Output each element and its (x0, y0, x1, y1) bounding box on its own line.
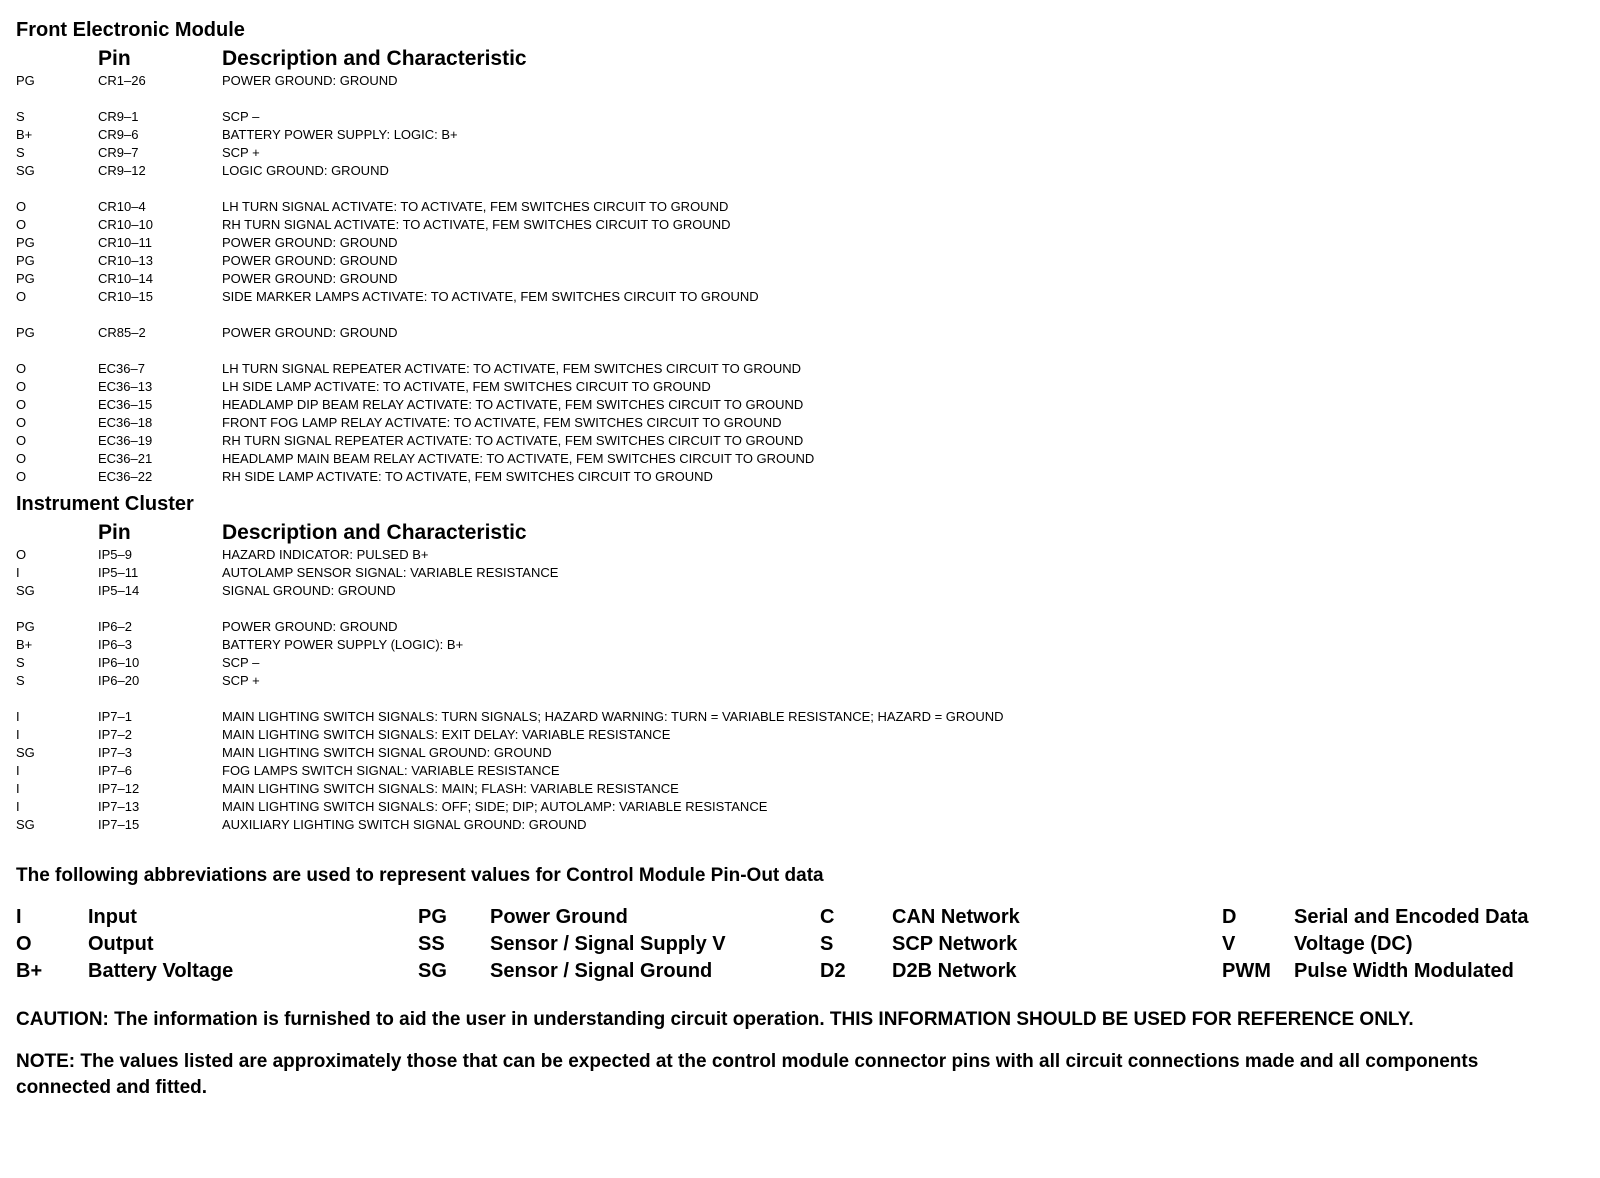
pin-row (16, 450, 1586, 468)
pin-type: PG (16, 235, 35, 250)
pin-type: I (16, 565, 20, 580)
pin-row (16, 780, 1586, 798)
group-spacer (16, 342, 1586, 360)
pin-id: IP7–13 (98, 799, 140, 814)
description-column-header: Description and Characteristic (222, 47, 527, 70)
abbreviation-code: C (820, 906, 835, 928)
pin-column-header: Pin (98, 47, 131, 70)
abbreviation-meaning: CAN Network (892, 906, 1020, 928)
pin-description: POWER GROUND: GROUND (222, 73, 398, 88)
pin-description: MAIN LIGHTING SWITCH SIGNALS: TURN SIGNALS; HAZARD WARNING: TURN = VARIABLE RESISTANCE; HAZARD = GROUND (222, 709, 1004, 724)
pin-type: PG (16, 619, 35, 634)
pin-row (16, 108, 1586, 126)
pin-description: LH SIDE LAMP ACTIVATE: TO ACTIVATE, FEM SWITCHES CIRCUIT TO GROUND (222, 379, 711, 394)
pin-type: S (16, 109, 25, 124)
abbreviation-meaning: Power Ground (490, 906, 628, 928)
abbreviation-code: D2 (820, 960, 846, 982)
column-header (16, 46, 1586, 72)
pin-type: O (16, 433, 27, 448)
pin-type: SG (16, 745, 35, 760)
pin-id: IP7–3 (98, 745, 132, 760)
abbreviation-meaning: Input (88, 906, 137, 928)
section-title: Instrument Cluster (16, 493, 194, 515)
pinout-document (16, 18, 1586, 1101)
abbreviation-meaning: Sensor / Signal Ground (490, 960, 713, 982)
column-header (16, 520, 1586, 546)
abbreviation-meaning: Sensor / Signal Supply V (490, 933, 726, 955)
pin-id: IP6–2 (98, 619, 132, 634)
abbreviation-code: SS (418, 933, 445, 955)
pin-id: EC36–13 (98, 379, 153, 394)
pin-row (16, 636, 1586, 654)
pin-type: PG (16, 73, 35, 88)
pin-type: SG (16, 163, 35, 178)
group-spacer (16, 306, 1586, 324)
pin-row (16, 144, 1586, 162)
pin-type: I (16, 781, 20, 796)
pin-id: CR85–2 (98, 325, 146, 340)
pin-type: PG (16, 325, 35, 340)
pin-row (16, 654, 1586, 672)
abbreviation-code: O (16, 933, 32, 955)
abbreviation-code: B+ (16, 960, 43, 982)
pin-row (16, 468, 1586, 486)
pin-description: LH TURN SIGNAL ACTIVATE: TO ACTIVATE, FEM SWITCHES CIRCUIT TO GROUND (222, 199, 729, 214)
section-title: Front Electronic Module (16, 19, 245, 41)
pin-column-header: Pin (98, 521, 131, 544)
pin-description: LOGIC GROUND: GROUND (222, 163, 389, 178)
pin-type: SG (16, 583, 35, 598)
pinout-sections (16, 18, 1586, 834)
pin-row (16, 414, 1586, 432)
pin-row (16, 618, 1586, 636)
pin-description: RH TURN SIGNAL ACTIVATE: TO ACTIVATE, FEM SWITCHES CIRCUIT TO GROUND (222, 217, 731, 232)
pin-row (16, 234, 1586, 252)
pin-id: EC36–19 (98, 433, 153, 448)
pin-description: POWER GROUND: GROUND (222, 619, 398, 634)
pin-id: CR1–26 (98, 73, 146, 88)
pin-type: O (16, 217, 27, 232)
pin-row (16, 726, 1586, 744)
pin-id: CR10–10 (98, 217, 153, 232)
pin-id: CR10–14 (98, 271, 153, 286)
pin-type: O (16, 361, 27, 376)
pin-description: MAIN LIGHTING SWITCH SIGNAL GROUND: GROUND (222, 745, 552, 760)
pin-id: CR10–11 (98, 235, 152, 250)
pin-id: IP7–1 (98, 709, 132, 724)
pin-id: EC36–18 (98, 415, 153, 430)
pin-type: O (16, 379, 27, 394)
pin-description: HEADLAMP DIP BEAM RELAY ACTIVATE: TO ACTIVATE, FEM SWITCHES CIRCUIT TO GROUND (222, 397, 804, 412)
pin-row (16, 762, 1586, 780)
pin-description: SIDE MARKER LAMPS ACTIVATE: TO ACTIVATE, FEM SWITCHES CIRCUIT TO GROUND (222, 289, 759, 304)
pin-description: SCP – (222, 109, 260, 124)
pin-description: SCP + (222, 145, 260, 160)
abbreviation-meaning: SCP Network (892, 933, 1018, 955)
pin-row (16, 708, 1586, 726)
pin-description: SCP – (222, 655, 260, 670)
pin-row (16, 216, 1586, 234)
pin-id: IP6–10 (98, 655, 140, 670)
pin-id: CR9–1 (98, 109, 139, 124)
note-text: NOTE: The values listed are approximately those that can be expected at the control module connector pins with all circuit connections made and all components connected and fitted. (16, 1051, 1479, 1098)
pin-type: O (16, 199, 27, 214)
description-column-header: Description and Characteristic (222, 521, 527, 544)
pin-type: I (16, 799, 20, 814)
pin-description: RH SIDE LAMP ACTIVATE: TO ACTIVATE, FEM SWITCHES CIRCUIT TO GROUND (222, 469, 713, 484)
type-column-header (16, 520, 98, 546)
pin-description: HEADLAMP MAIN BEAM RELAY ACTIVATE: TO ACTIVATE, FEM SWITCHES CIRCUIT TO GROUND (222, 451, 815, 466)
pin-row (16, 798, 1586, 816)
abbreviation-meaning: Pulse Width Modulated (1294, 960, 1514, 982)
pin-type: S (16, 673, 25, 688)
pin-type: SG (16, 817, 35, 832)
type-column-header (16, 46, 98, 72)
abbreviation-meaning: D2B Network (892, 960, 1017, 982)
abbreviation-code: I (16, 906, 22, 928)
pin-description: SIGNAL GROUND: GROUND (222, 583, 396, 598)
pin-row (16, 252, 1586, 270)
pin-description: POWER GROUND: GROUND (222, 235, 398, 250)
pin-description: AUTOLAMP SENSOR SIGNAL: VARIABLE RESISTANCE (222, 565, 559, 580)
pin-row (16, 324, 1586, 342)
pin-row (16, 270, 1586, 288)
pin-id: CR10–15 (98, 289, 153, 304)
pin-description: LH TURN SIGNAL REPEATER ACTIVATE: TO ACTIVATE, FEM SWITCHES CIRCUIT TO GROUND (222, 361, 802, 376)
group-spacer (16, 180, 1586, 198)
pin-description: POWER GROUND: GROUND (222, 253, 398, 268)
pin-description: MAIN LIGHTING SWITCH SIGNALS: EXIT DELAY: VARIABLE RESISTANCE (222, 727, 671, 742)
pin-id: EC36–7 (98, 361, 145, 376)
pin-row (16, 126, 1586, 144)
pin-row (16, 198, 1586, 216)
pin-type: O (16, 289, 27, 304)
pin-row (16, 564, 1586, 582)
pin-id: CR9–6 (98, 127, 139, 142)
pin-id: IP5–14 (98, 583, 140, 598)
pin-type: O (16, 397, 27, 412)
pin-id: CR10–13 (98, 253, 153, 268)
pin-id: IP7–6 (98, 763, 132, 778)
pin-row (16, 360, 1586, 378)
abbreviation-meaning: Serial and Encoded Data (1294, 906, 1529, 928)
pin-type: PG (16, 253, 35, 268)
pin-rows (16, 72, 1586, 486)
pin-id: IP6–20 (98, 673, 140, 688)
pin-row (16, 396, 1586, 414)
pin-id: IP7–2 (98, 727, 132, 742)
group-spacer (16, 90, 1586, 108)
pinout-section (16, 18, 1586, 486)
pin-id: EC36–21 (98, 451, 153, 466)
pin-description: POWER GROUND: GROUND (222, 271, 398, 286)
pinout-section (16, 492, 1586, 834)
pin-description: FRONT FOG LAMP RELAY ACTIVATE: TO ACTIVATE, FEM SWITCHES CIRCUIT TO GROUND (222, 415, 782, 430)
abbreviation-code: D (1222, 906, 1237, 928)
pin-type: S (16, 145, 25, 160)
pin-id: EC36–15 (98, 397, 153, 412)
pin-type: PG (16, 271, 35, 286)
pin-row (16, 582, 1586, 600)
pin-description: FOG LAMPS SWITCH SIGNAL: VARIABLE RESISTANCE (222, 763, 560, 778)
abbreviation-meaning: Output (88, 933, 154, 955)
abbreviation-code: SG (418, 960, 447, 982)
abbreviation-code: V (1222, 933, 1236, 955)
pin-id: IP7–15 (98, 817, 140, 832)
pin-description: BATTERY POWER SUPPLY (LOGIC): B+ (222, 637, 464, 652)
group-spacer (16, 690, 1586, 708)
pin-id: EC36–22 (98, 469, 153, 484)
pin-type: S (16, 655, 25, 670)
abbreviations-title: The following abbreviations are used to represent values for Control Module Pin-Out data (16, 865, 824, 886)
abbreviation-meaning: Voltage (DC) (1294, 933, 1413, 955)
pin-description: SCP + (222, 673, 260, 688)
pin-row (16, 816, 1586, 834)
pin-description: AUXILIARY LIGHTING SWITCH SIGNAL GROUND: GROUND (222, 817, 587, 832)
pin-id: IP5–9 (98, 547, 132, 562)
pin-description: BATTERY POWER SUPPLY: LOGIC: B+ (222, 127, 458, 142)
abbreviation-code: PWM (1222, 960, 1271, 982)
pin-type: O (16, 451, 27, 466)
pin-type: B+ (16, 637, 33, 652)
pin-type: I (16, 709, 20, 724)
pin-row (16, 378, 1586, 396)
abbreviation-code: PG (418, 906, 447, 928)
pin-id: IP6–3 (98, 637, 132, 652)
abbreviation-code: S (820, 933, 834, 955)
pin-type: I (16, 763, 20, 778)
pin-id: CR10–4 (98, 199, 146, 214)
pin-type: B+ (16, 127, 33, 142)
pin-description: HAZARD INDICATOR: PULSED B+ (222, 547, 429, 562)
pin-row (16, 72, 1586, 90)
pin-row (16, 288, 1586, 306)
pin-row (16, 432, 1586, 450)
pin-description: MAIN LIGHTING SWITCH SIGNALS: MAIN; FLASH: VARIABLE RESISTANCE (222, 781, 679, 796)
pin-id: CR9–12 (98, 163, 146, 178)
group-spacer (16, 600, 1586, 618)
pin-id: CR9–7 (98, 145, 139, 160)
pin-description: RH TURN SIGNAL REPEATER ACTIVATE: TO ACTIVATE, FEM SWITCHES CIRCUIT TO GROUND (222, 433, 804, 448)
pin-type: O (16, 415, 27, 430)
pin-type: I (16, 727, 20, 742)
abbreviation-meaning: Battery Voltage (88, 960, 234, 982)
pin-id: IP7–12 (98, 781, 140, 796)
pin-row (16, 546, 1586, 564)
pin-id: IP5–11 (98, 565, 139, 580)
pin-type: O (16, 547, 27, 562)
abbreviations-grid (16, 904, 1586, 985)
pin-row (16, 162, 1586, 180)
pin-rows (16, 546, 1586, 834)
pin-row (16, 672, 1586, 690)
pin-row (16, 744, 1586, 762)
pin-description: POWER GROUND: GROUND (222, 325, 398, 340)
caution-text: CAUTION: The information is furnished to aid the user in understanding circuit operation. THIS INFORMATION SHOULD BE USED FOR REFERENCE ONLY. (16, 1009, 1414, 1030)
pin-description: MAIN LIGHTING SWITCH SIGNALS: OFF; SIDE; DIP; AUTOLAMP: VARIABLE RESISTANCE (222, 799, 768, 814)
pin-type: O (16, 469, 27, 484)
